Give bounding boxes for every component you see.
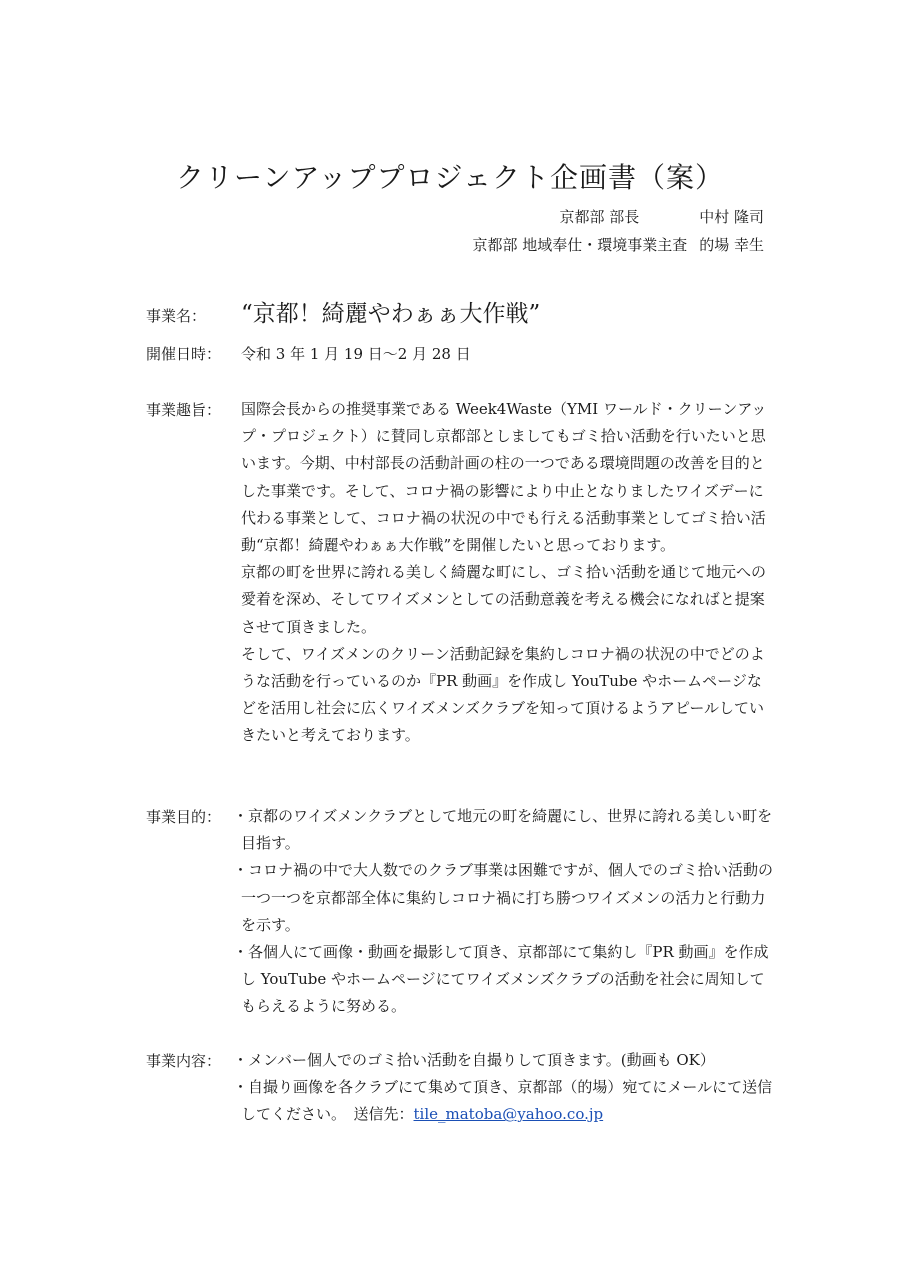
content-item-2: [233, 1074, 776, 1128]
dates-value: 令和 3 年 1 月 19 日～2 月 28 日: [241, 345, 471, 363]
purpose-paragraph-2: 京都の町を世界に誇れる美しく綺麗な町にし、ゴミ拾い活動を通じて地元への愛着を深め、そしてワイズメンとしての活動意義を考える機会になればと提案させて頂きました。: [241, 563, 767, 636]
content-item-1: ・メンバー個人でのゴミ拾い活動を自撮りして頂きます。(動画も OK）: [233, 1051, 715, 1069]
purpose-paragraph-1: 国際会長からの推奨事業である Week4Waste（YMI ワールド・クリーンアップ・プロジェクト）に賛同し京都部としましてもゴミ拾い活動を行いたいと思います。今期、中村部長の活動計画の柱の一つである環境問題の改善を目的とした事業です。そして、コロナ禍の影響により中止となりましたワイズデーに代わる事業として、コロナ禍の状況の中でも行える活動事業としてゴミ拾い活動“京都！綺麗やわぁぁ大作戦”を開催したいと思っております。: [241, 400, 767, 555]
dates-label: 開催日時：: [146, 345, 222, 363]
purpose-label: 事業趣旨：: [146, 401, 222, 419]
author-2: [472, 234, 764, 256]
content-label: 事業内容：: [146, 1052, 222, 1070]
objectives-list: [233, 803, 776, 1021]
objective-item-3: ・各個人にて画像・動画を撮影して頂き、京都部にて集約し『PR 動画』を作成し YouTube やホームページにてワイズメンズクラブの活動を社会に周知してもらえるように努める。: [233, 943, 769, 1016]
document-title: クリーンアッププロジェクト企画書（案）: [176, 161, 724, 194]
author-1: [559, 206, 764, 228]
project-name-label: 事業名：: [146, 307, 207, 325]
author-1-department: 京都部 部長: [559, 208, 640, 226]
purpose-paragraph-3: そして、ワイズメンのクリーン活動記録を集約しコロナ禍の状況の中でどのような活動を行っているのか『PR 動画』を作成し YouTube やホームページなどを活用し社会に広くワイズメンズクラブを知って頂けるようアピールしていきたいと考えております。: [241, 644, 765, 745]
objective-item-2: ・コロナ禍の中で大人数でのクラブ事業は困難ですが、個人でのゴミ拾い活動の一つ一つを京都部全体に集約しコロナ禍に打ち勝つワイズメンの活力と行動力を示す。: [233, 861, 774, 934]
project-name-value: “京都！綺麗やわぁぁ大作戦”: [241, 301, 541, 327]
objectives-label: 事業目的：: [146, 808, 222, 826]
content-list: [233, 1047, 776, 1129]
purpose-body: [241, 396, 776, 750]
author-2-name: 的場 幸生: [699, 236, 764, 254]
contact-email-link[interactable]: tile_matoba@yahoo.co.jp: [413, 1105, 604, 1124]
content-item-2-text: ・自撮り画像を各クラブにて集めて頂き、京都部（的場）宛てにメールにて送信してください。 送信先：: [233, 1078, 773, 1124]
author-2-department: 京都部 地域奉仕・環境事業主査: [472, 236, 688, 254]
author-1-name: 中村 隆司: [699, 208, 764, 226]
objective-item-1: ・京都のワイズメンクラブとして地元の町を綺麗にし、世界に誇れる美しい町を目指す。: [233, 807, 773, 853]
